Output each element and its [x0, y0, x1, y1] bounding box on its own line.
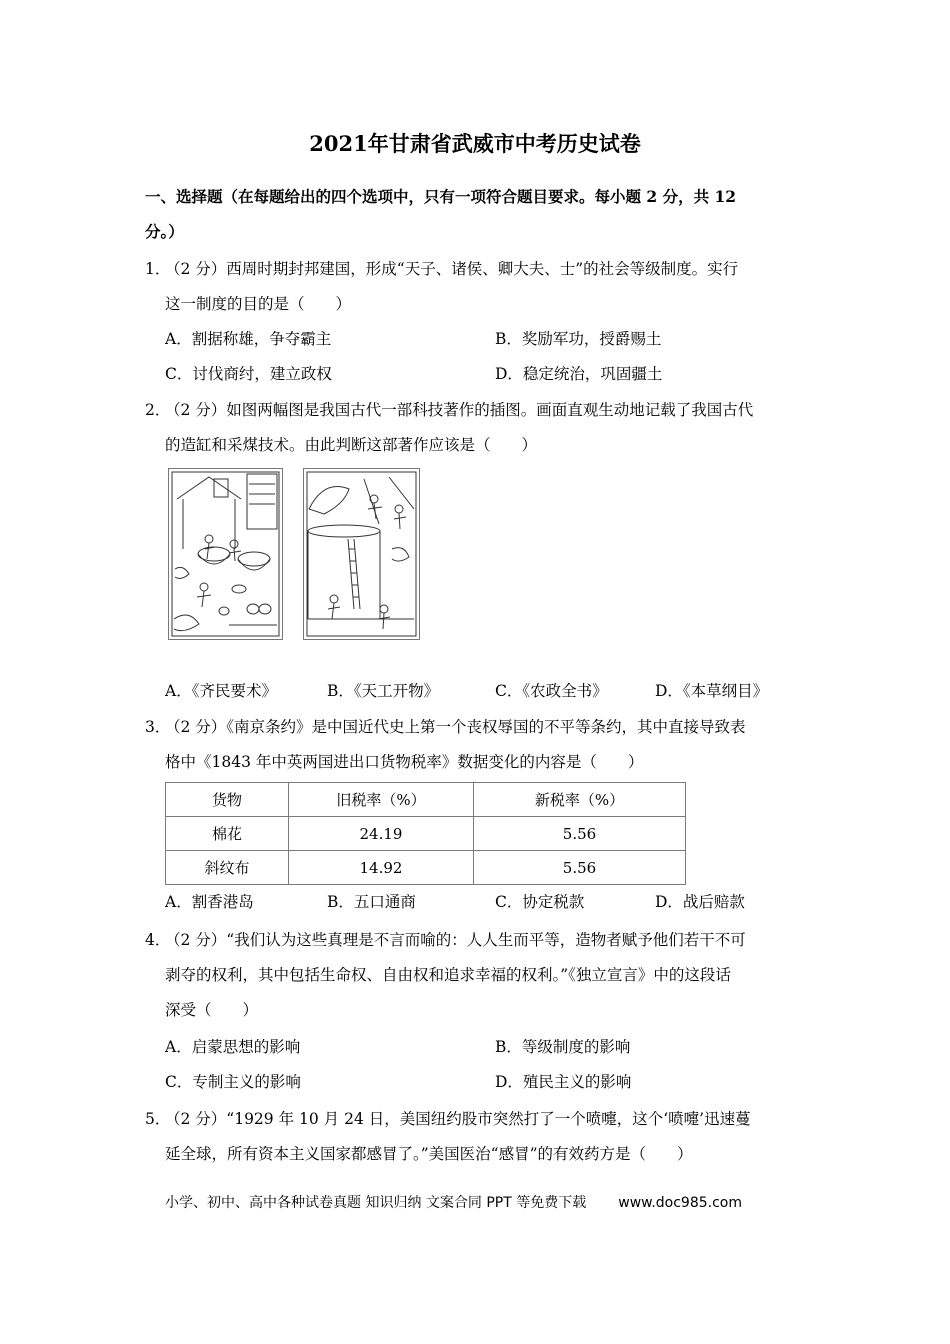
q4-number: 4． [145, 931, 171, 949]
table-row [166, 817, 686, 851]
q5-number: 5． [145, 1110, 171, 1128]
q2-number: 2． [145, 401, 171, 419]
q5-stem-line1: （2 分）“1929 年 10 月 24 日，美国纽约股市突然打了一个喷嚏，这个‘喷嚏’迅速蔓 [165, 1110, 751, 1128]
section-heading-cont: 分。） [145, 222, 184, 241]
q4-stem-line3: 深受（ ） [165, 1001, 259, 1019]
q3-option-a[interactable]: A．割香港岛 [165, 893, 254, 911]
q2-option-c[interactable]: C．《农政全书》 [495, 682, 608, 700]
q3-number: 3． [145, 718, 171, 736]
q2-option-d[interactable]: D．《本草纲目》 [655, 682, 769, 700]
q1-option-a[interactable]: A．割据称雄，争夺霸主 [165, 330, 332, 348]
q2-stem-line2: 的造缸和采煤技术。由此判断这部著作应该是（ ） [165, 436, 538, 454]
q5-stem-line2: 延全球，所有资本主义国家都感冒了。”美国医治“感冒”的有效药方是（ ） [165, 1145, 693, 1163]
q4-stem-line1: （2 分）“我们认为这些真理是不言而喻的：人人生而平等，造物者赋予他们若干不可 [165, 931, 746, 949]
footer [165, 1192, 742, 1212]
table-cell: 5.56 [474, 851, 686, 885]
q4-option-b[interactable]: B．等级制度的影响 [495, 1038, 631, 1056]
q1-stem-line1: （2 分）西周时期封邦建国，形成“天子、诸侯、卿大夫、士”的社会等级制度。实行 [165, 260, 739, 278]
table-cell: 斜纹布 [166, 851, 289, 885]
q3-option-b[interactable]: B．五口通商 [327, 893, 416, 911]
table-header-cell: 新税率（%） [474, 783, 686, 817]
vat-making-illustration [168, 468, 283, 640]
q1-number: 1． [145, 260, 171, 278]
q4-option-d[interactable]: D．殖民主义的影响 [495, 1073, 632, 1091]
q1-option-d[interactable]: D．稳定统治，巩固疆土 [495, 365, 663, 383]
q3-option-d[interactable]: D．战后赔款 [655, 893, 745, 911]
q1-option-b[interactable]: B．奖励军功，授爵赐土 [495, 330, 662, 348]
table-cell: 24.19 [289, 817, 474, 851]
table-cell: 棉花 [166, 817, 289, 851]
q4-option-c[interactable]: C．专制主义的影响 [165, 1073, 301, 1091]
footer-text: 小学、初中、高中各种试卷真题 知识归纳 文案合同 PPT 等免费下载 [165, 1195, 587, 1211]
tax-rate-table [165, 782, 686, 885]
q1-option-c[interactable]: C．讨伐商纣，建立政权 [165, 365, 332, 383]
table-row [166, 851, 686, 885]
table-header-row [166, 783, 686, 817]
q2-option-a[interactable]: A．《齐民要术》 [165, 682, 277, 700]
q2-option-b[interactable]: B．《天工开物》 [327, 682, 440, 700]
q3-stem-line1: （2 分）《南京条约》是中国近代史上第一个丧权辱国的不平等条约，其中直接导致表 [165, 718, 746, 736]
page-title: 2021年甘肃省武威市中考历史试卷 [309, 131, 641, 156]
section-heading: 一、选择题（在每题给出的四个选项中，只有一项符合题目要求。每小题 2 分，共 12 [145, 187, 737, 206]
table-cell: 5.56 [474, 817, 686, 851]
table-header-cell: 旧税率（%） [289, 783, 474, 817]
footer-url-link[interactable]: www.doc985.com [618, 1195, 742, 1211]
q2-stem-line1: （2 分）如图两幅图是我国古代一部科技著作的插图。画面直观生动地记载了我国古代 [165, 401, 754, 419]
table-cell: 14.92 [289, 851, 474, 885]
table-header-cell: 货物 [166, 783, 289, 817]
q3-stem-line2: 格中《1843 年中英两国进出口货物税率》数据变化的内容是（ ） [165, 753, 644, 771]
q1-stem-line2: 这一制度的目的是（ ） [165, 295, 352, 313]
coal-mining-illustration [303, 468, 420, 640]
q4-option-a[interactable]: A．启蒙思想的影响 [165, 1038, 301, 1056]
q4-stem-line2: 剥夺的权利，其中包括生命权、自由权和追求幸福的权利。”《独立宣言》中的这段话 [165, 966, 731, 984]
q3-option-c[interactable]: C．协定税款 [495, 893, 585, 911]
